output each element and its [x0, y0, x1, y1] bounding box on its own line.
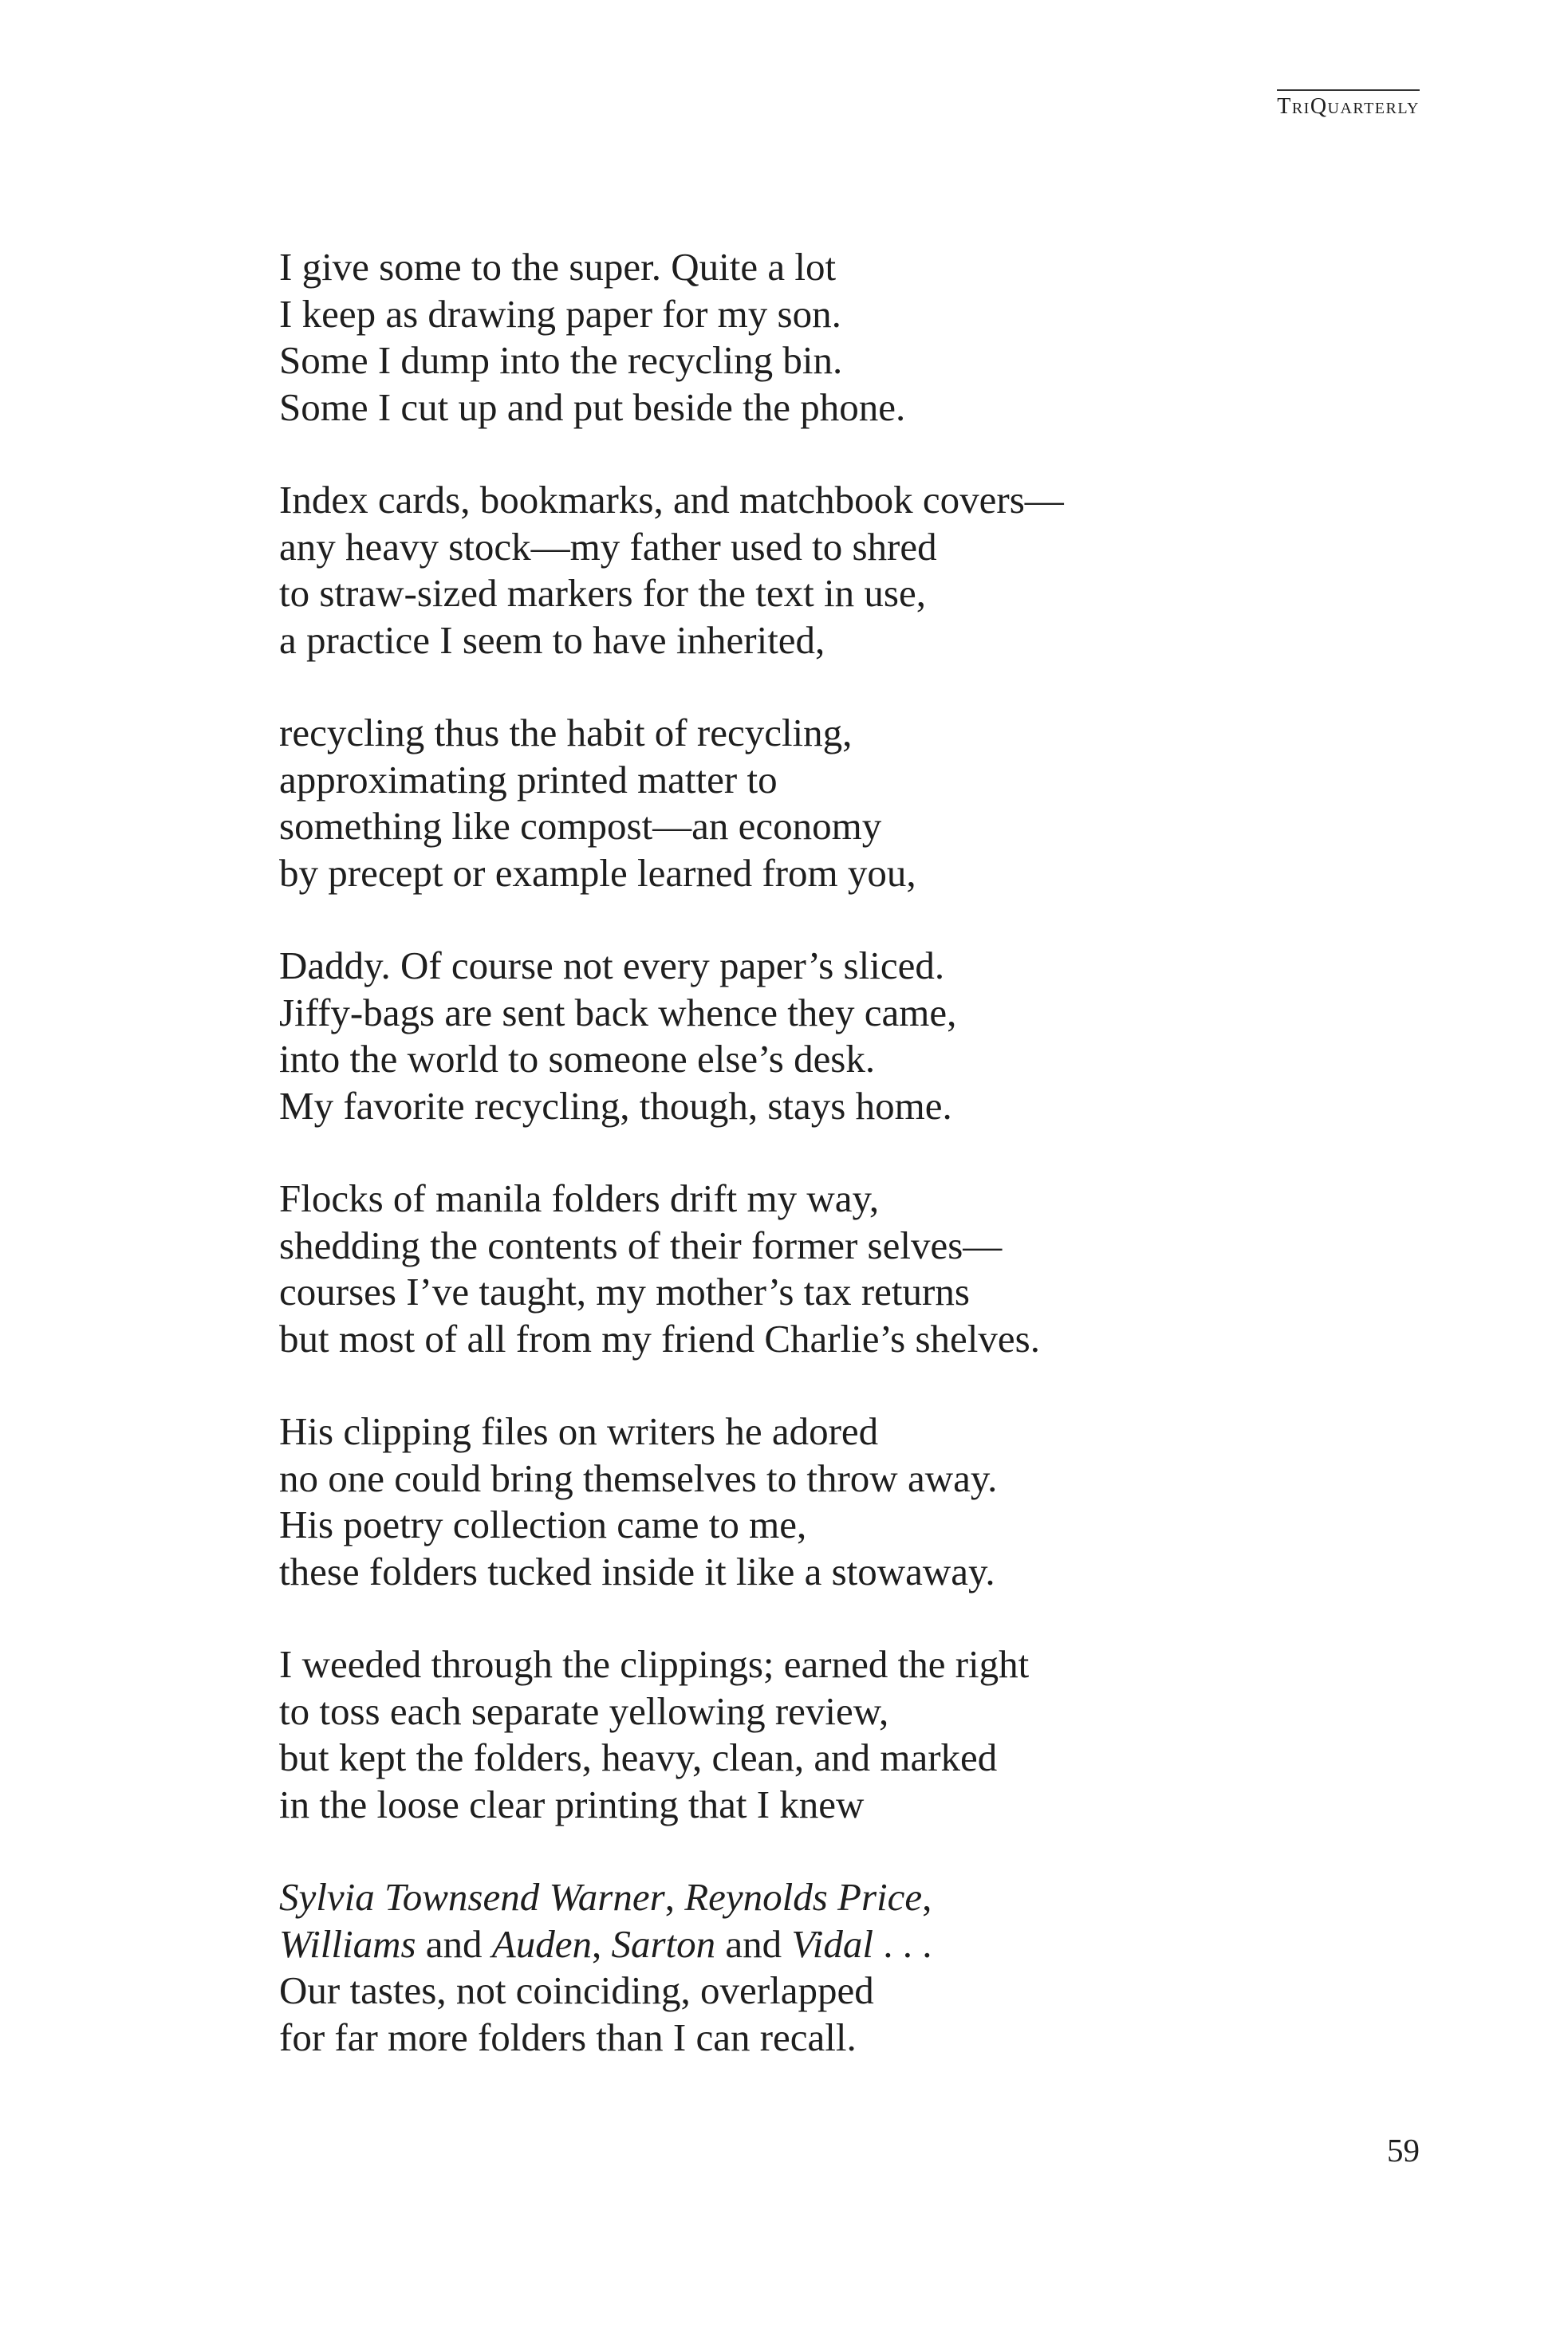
poem-line: [279, 1921, 1064, 1968]
stanza: [279, 477, 1064, 664]
poem-line: any heavy stock—my father used to shred: [279, 524, 937, 569]
poem-line: His poetry collection came to me,: [279, 1503, 807, 1546]
poem-line: by precept or example learned from you,: [279, 850, 916, 895]
stanza: [279, 710, 1064, 896]
italic-name: Sylvia Townsend Warner: [279, 1875, 665, 1919]
poem-line: I keep as drawing paper for my son.: [279, 291, 841, 336]
poem-line: a practice I seem to have inherited,: [279, 617, 825, 662]
poem-line: but kept the folders, heavy, clean, and marked: [279, 1735, 998, 1779]
poem-line: into the world to someone else’s desk.: [279, 1037, 876, 1081]
line-segment: and: [715, 1921, 792, 1966]
poem-line: no one could bring themselves to throw away.: [279, 1456, 998, 1500]
stanza: [279, 1176, 1064, 1362]
poem-line: His clipping files on writers he adored: [279, 1409, 879, 1453]
poem-line: [279, 1874, 1064, 1921]
poem-line: courses I’ve taught, my mother’s tax returns: [279, 1270, 970, 1314]
stanza: [279, 1874, 1064, 2061]
poem-line: I weeded through the clippings; earned the right: [279, 1642, 1030, 1686]
running-head: TriQuarterly: [1277, 89, 1420, 118]
poem-line: I give some to the super. Quite a lot: [279, 245, 837, 289]
poem-line: Index cards, bookmarks, and matchbook covers—: [279, 478, 1064, 522]
line-segment: . . .: [873, 1921, 932, 1966]
poem-line: approximating printed matter to: [279, 757, 778, 802]
italic-name: Reynolds Price: [684, 1875, 923, 1919]
stanza: [279, 1408, 1064, 1595]
italic-name: Sarton: [611, 1921, 716, 1966]
poem-line: but most of all from my friend Charlie’s shelves.: [279, 1316, 1040, 1361]
poem-line: Some I cut up and put beside the phone.: [279, 384, 906, 429]
stanza: [279, 1641, 1064, 1828]
poem-line: Jiffy-bags are sent back whence they came,: [279, 990, 957, 1034]
poem-line: to straw-sized markers for the text in use,: [279, 571, 926, 615]
line-segment: and: [416, 1921, 492, 1966]
poem-line: these folders tucked inside it like a stowaway.: [279, 1549, 995, 1593]
poem-line: My favorite recycling, though, stays home.: [279, 1083, 952, 1128]
poem-line: to toss each separate yellowing review,: [279, 1688, 889, 1733]
poem-line: recycling thus the habit of recycling,: [279, 711, 853, 754]
poem-line: in the loose clear printing that I knew: [279, 1782, 865, 1826]
poem-line: Daddy. Of course not every paper’s sliced.: [279, 943, 945, 987]
poem-line: Our tastes, not coinciding, overlapped: [279, 1968, 874, 2012]
line-segment: ,: [922, 1875, 932, 1919]
italic-name: Williams: [279, 1921, 416, 1966]
italic-name: Vidal: [791, 1921, 873, 1966]
page-number: 59: [1387, 2132, 1420, 2169]
poem-line: shedding the contents of their former selves—: [279, 1223, 1003, 1267]
italic-name: Auden: [491, 1921, 592, 1966]
line-segment: ,: [664, 1875, 685, 1919]
stanza: [279, 943, 1064, 1129]
poem-line: for far more folders than I can recall.: [279, 2015, 857, 2059]
poem-line: something like compost—an economy: [279, 804, 882, 848]
poem-line: Flocks of manila folders drift my way,: [279, 1176, 880, 1220]
line-segment: ,: [591, 1921, 612, 1966]
poem-body: [279, 244, 1064, 2061]
stanza: [279, 244, 1064, 431]
poem-line: Some I dump into the recycling bin.: [279, 338, 843, 382]
